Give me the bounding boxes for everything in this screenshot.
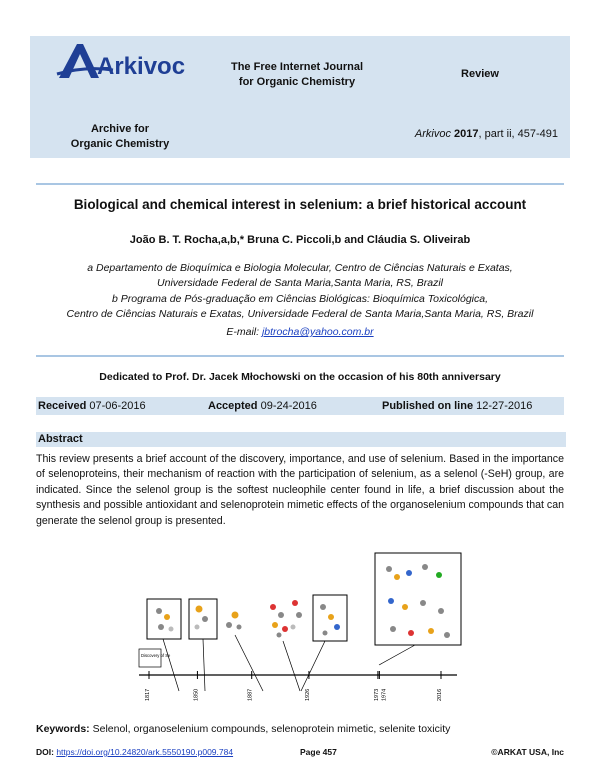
graphical-abstract-timeline xyxy=(135,545,465,715)
received-value: 07-06-2016 xyxy=(89,400,146,412)
citation-year: 2017 xyxy=(454,128,479,140)
published-value: 12-27-2016 xyxy=(476,400,533,412)
archive-line-1: Archive for xyxy=(90,123,150,135)
timeline-year-label: 1817 xyxy=(145,688,151,701)
affiliation-a-line-1: a Departamento de Bioquímica e Biologia Molecular, Centro de Ciências Naturais e Exatas, xyxy=(87,262,513,274)
accepted-date xyxy=(208,400,317,412)
citation-journal: Arkivoc xyxy=(414,128,451,140)
accepted-value: 09-24-2016 xyxy=(260,400,317,412)
email-label: E-mail: xyxy=(226,326,262,338)
published-date xyxy=(382,400,532,412)
doi-label: DOI: xyxy=(36,747,57,757)
timeline-year-label: 1973 xyxy=(373,688,380,701)
keywords xyxy=(36,723,564,735)
accepted-label: Accepted xyxy=(208,400,258,412)
arkivoc-logo xyxy=(55,40,185,86)
doi xyxy=(36,747,233,757)
email-line xyxy=(30,325,570,340)
keywords-text: Selenol, organoselenium compounds, selenoprotein mimetic, selenite toxicity xyxy=(92,723,451,735)
affiliation-b xyxy=(30,292,570,322)
citation xyxy=(388,128,558,140)
timeline-year-label: 1974 xyxy=(381,688,388,701)
divider-top xyxy=(36,183,564,185)
citation-rest: , part ii, 457-491 xyxy=(478,128,558,140)
archive-label xyxy=(45,122,195,152)
timeline-year-label: 2016 xyxy=(437,688,443,701)
dedication: Dedicated to Prof. Dr. Jacek Młochowski on the occasion of his 80th anniversary xyxy=(99,371,501,383)
timeline-year-label: 1887 xyxy=(247,688,254,701)
logo-text: Arkivoc xyxy=(97,53,185,80)
article-title: Biological and chemical interest in selenium: a brief historical account xyxy=(73,197,527,212)
abstract-text: This review presents a brief account of the discovery, importance, and use of selenium. Based in the importance of selenoproteins, their mechanism of reaction with the participation of selenium, as a selenol (-SeH) group, are indicated. Since the selenol group is the softest nucleophile center found in life, a brief discussion about the synthesis and possible antioxidant and selenoprotein mimetic effects of the organoselenium compounds that can generate the selenol group is presented. xyxy=(36,453,564,527)
page-number: Page 457 xyxy=(300,747,337,757)
discovery-label: Discovery of Se xyxy=(141,653,171,658)
timeline-year-label: 1850 xyxy=(193,688,200,701)
molecule-atoms xyxy=(156,564,450,638)
received-label: Received xyxy=(38,400,87,412)
copyright: ©ARKAT USA, Inc xyxy=(491,747,564,757)
molecule-box-1 xyxy=(147,599,181,639)
affiliation-a-line-2: Universidade Federal de Santa Maria,Santa Maria, RS, Brazil xyxy=(157,277,443,289)
affiliation-b-line-2: Centro de Ciências Naturais e Exatas, Universidade Federal de Santa Maria,Santa Maria, RS, Brazil xyxy=(66,308,534,320)
affiliation-b-line-1: b Programa de Pós-graduação em Ciências Biológicas: Bioquímica Toxicológica, xyxy=(111,293,489,305)
timeline-year-label: 1926 xyxy=(304,688,311,701)
abstract-heading: Abstract xyxy=(36,432,566,447)
discovery-box xyxy=(139,649,161,667)
published-label: Published on line xyxy=(382,400,474,412)
timeline-connectors xyxy=(163,635,415,691)
archive-line-2: Organic Chemistry xyxy=(70,138,170,150)
dates-bar xyxy=(36,397,564,415)
divider-middle xyxy=(36,355,564,357)
email-link[interactable]: jbtrocha@yahoo.com.br xyxy=(261,326,374,338)
doi-link[interactable]: https://doi.org/10.24820/ark.5550190.p009.784 xyxy=(56,747,234,757)
received-date xyxy=(38,400,146,412)
author-list: João B. T. Rocha,a,b,* Bruna C. Piccoli,b and Cláudia S. Oliveirab xyxy=(129,234,471,246)
affiliation-a xyxy=(30,261,570,291)
journal-line-2: for Organic Chemistry xyxy=(238,76,356,88)
article-type: Review xyxy=(461,68,499,80)
journal-tagline xyxy=(222,60,372,90)
journal-line-1: The Free Internet Journal xyxy=(230,61,364,73)
keywords-label: Keywords: xyxy=(36,723,90,735)
